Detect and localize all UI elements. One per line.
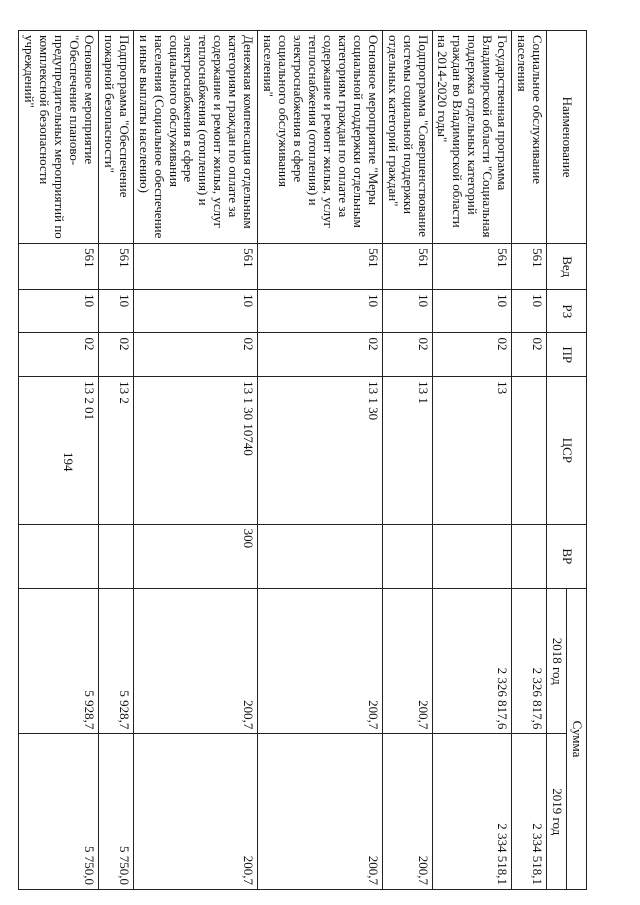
table-row [512,31,547,890]
name-cell: Подпрограмма "Совершенствование системы социальной поддержки отдельных категорий граждан" [382,31,432,244]
rz-cell: 10 [512,290,547,333]
table-row [133,31,258,890]
table-row [258,31,383,890]
page-number: 194 [61,452,76,472]
table-row [98,31,133,890]
ved-cell: 561 [258,244,383,290]
table-row [432,31,512,890]
csr-cell: 13 1 30 10740 [133,377,258,524]
sum-2019-cell: 200,7 [258,734,383,890]
ved-cell: 561 [382,244,432,290]
csr-cell: 13 2 01 [19,377,99,524]
pr-cell: 02 [133,333,258,377]
pr-cell: 02 [19,333,99,377]
pr-cell: 02 [258,333,383,377]
rz-cell: 10 [133,290,258,333]
rz-cell: 10 [382,290,432,333]
table-header [547,31,587,890]
header-pr: ПР [547,333,587,377]
name-cell: Основное мероприятие "Меры социальной поддержки отдельным категориям граждан по оплате за содержание и ремонт жилья, услуг теплоснабжения (отопления) и электроснабжения в сфере социального обслуживания населения" [258,31,383,244]
name-cell: Социальное обслуживание населения [512,31,547,244]
sum-2019-cell: 200,7 [382,734,432,890]
table-row [382,31,432,890]
sum-2019-cell: 2 334 518,1 [512,734,547,890]
sum-2019-cell: 2 334 518,1 [432,734,512,890]
header-year-2019: 2019 год [547,734,567,890]
vr-cell [98,524,133,588]
ved-cell: 561 [432,244,512,290]
ved-cell: 561 [98,244,133,290]
pr-cell: 02 [432,333,512,377]
pr-cell: 02 [98,333,133,377]
header-vr: ВР [547,524,587,588]
sum-2019-cell: 5 750,0 [19,734,99,890]
sum-2018-cell: 200,7 [133,589,258,734]
budget-table [18,30,587,890]
header-csr: ЦСР [547,377,587,524]
sum-2019-cell: 200,7 [133,734,258,890]
vr-cell [382,524,432,588]
ved-cell: 561 [512,244,547,290]
table-body [19,31,547,890]
sum-2018-cell: 200,7 [382,589,432,734]
name-cell: Подпрограмма "Обеспечение пожарной безопасности" [98,31,133,244]
csr-cell: 13 1 [382,377,432,524]
name-cell: Основное мероприятие "Обеспечение планово-предупредительных мероприятий по комплексной безопасности учреждений" [19,31,99,244]
sum-2019-cell: 5 750,0 [98,734,133,890]
csr-cell: 13 [432,377,512,524]
sum-2018-cell: 5 928,7 [98,589,133,734]
csr-cell: 13 1 30 [258,377,383,524]
sum-2018-cell: 2 326 817,6 [432,589,512,734]
header-row-1 [567,31,587,890]
table-row [19,31,99,890]
rz-cell: 10 [98,290,133,333]
name-cell: Денежная компенсация отдельным категориям граждан по оплате за содержание и ремонт жилья, услуг теплоснабжения (отопления) и электроснабжения в сфере социального обслуживания населения (Социальное обеспечение и иные выплаты населению) [133,31,258,244]
sum-2018-cell: 5 928,7 [19,589,99,734]
csr-cell: 13 2 [98,377,133,524]
vr-cell [19,524,99,588]
header-year-2018: 2018 год [547,589,567,734]
rz-cell: 10 [432,290,512,333]
csr-cell [512,377,547,524]
header-sum: Сумма [567,589,587,890]
name-cell: Государственная программа Владимирской области "Социальная поддержка отдельных категорий граждан во Владимирской области на 2014-2020 годы" [432,31,512,244]
vr-cell [512,524,547,588]
ved-cell: 561 [133,244,258,290]
rz-cell: 10 [258,290,383,333]
vr-cell: 300 [133,524,258,588]
header-ved: Вед [547,244,587,290]
pr-cell: 02 [382,333,432,377]
vr-cell [258,524,383,588]
sum-2018-cell: 2 326 817,6 [512,589,547,734]
vr-cell [432,524,512,588]
ved-cell: 561 [19,244,99,290]
header-name: Наименование [547,31,587,244]
pr-cell: 02 [512,333,547,377]
rz-cell: 10 [19,290,99,333]
sum-2018-cell: 200,7 [258,589,383,734]
header-rz: РЗ [547,290,587,333]
